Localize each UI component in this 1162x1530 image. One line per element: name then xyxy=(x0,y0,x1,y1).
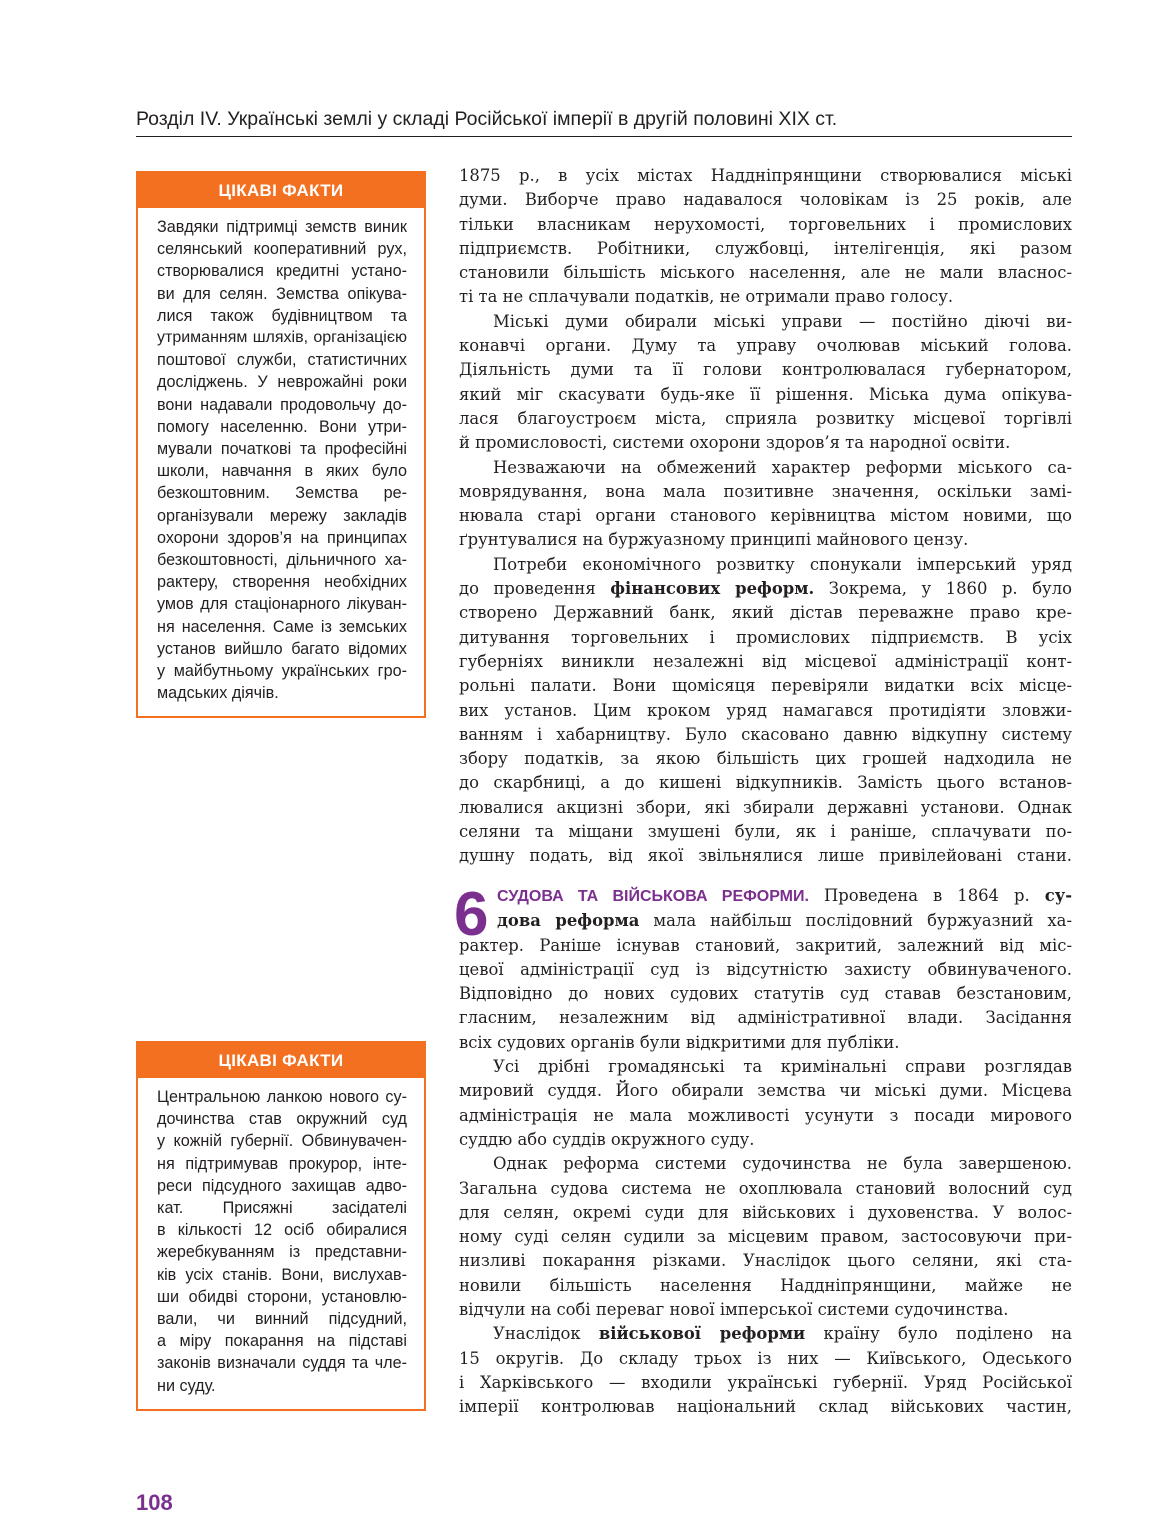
paragraph-line: ному суді селян судили за місцевим правом, застосовуючи при- xyxy=(459,1227,1072,1247)
factbox-line: мадських діячів. xyxy=(157,684,279,703)
paragraph-line: становили більшість міського населення, але не мали власнос- xyxy=(459,263,1072,283)
paragraph-line: Потреби економічного розвитку спонукали імперський уряд xyxy=(493,554,1072,574)
page-number: 108 xyxy=(136,1490,173,1515)
factbox-line: у кожній губернії. Обвинувачен- xyxy=(157,1132,407,1151)
paragraph-line: підприємств. Робітники, службовці, інтелігенція, які разом xyxy=(459,238,1072,258)
paragraph-line: ті та не сплачували податків, не отримали право голосу. xyxy=(459,287,954,307)
paragraph-line: Загальна судова система не охоплювала становий волосний суд xyxy=(459,1178,1072,1198)
paragraph-line: який міг скасувати будь-яке її рішення. Міська дума опікува- xyxy=(459,384,1072,404)
factbox-line: Завдяки підтримці земств виник xyxy=(157,218,407,236)
text-run: Проведена в 1864 р. xyxy=(808,886,1045,905)
factbox-line: ня населення. Саме із земських xyxy=(157,617,407,636)
factbox-line: умов для стаціонарного лікуван- xyxy=(157,595,407,614)
factbox-line: лися також будівництвом та xyxy=(157,306,407,325)
paragraph-line: Усі дрібні громадянські та кримінальні справи розглядав xyxy=(493,1057,1072,1077)
paragraph-line xyxy=(459,909,1072,933)
factbox-line: організували мережу закладів xyxy=(157,506,407,525)
paragraph-line: адміністрація не мала можливості усунути з посади мирового xyxy=(459,1105,1072,1125)
factbox-line: мували початкові та професійні xyxy=(157,440,407,459)
factbox-line: в кількості 12 осіб обиралися xyxy=(157,1221,407,1240)
factbox-line: вони надавали продовольчу до- xyxy=(157,395,407,414)
interesting-facts-box-2 xyxy=(136,1041,426,1411)
factbox-line: створювалися кредитні устано- xyxy=(157,262,407,281)
factbox-line: утриманням шляхів, організацією xyxy=(157,329,407,347)
paragraph-line: для селян, окремі суди для військових і духовенства. У волос- xyxy=(459,1202,1072,1222)
factbox-title: ЦІКАВІ ФАКТИ xyxy=(138,173,424,208)
text-run: Унаслідок xyxy=(493,1324,599,1344)
factbox-line: ня підтримував прокурор, інте- xyxy=(157,1154,407,1173)
paragraph-line: Незважаючи на обмежений характер реформи міського са- xyxy=(493,457,1072,477)
factbox-line: законів визначали суддя та чле- xyxy=(157,1354,407,1373)
factbox-line: селянський кооперативний рух, xyxy=(157,240,407,259)
paragraph-line: думи. Виборче право надавалося чоловікам із 25 років, але xyxy=(459,190,1072,210)
factbox-line: ків усіх станів. Вони, вислухав- xyxy=(157,1265,407,1284)
paragraph-line: новили більшість населення Наддніпрянщини, майже не xyxy=(459,1275,1072,1295)
paragraph-line: губерніях виникли незалежні від місцевої адміністрації конт- xyxy=(459,651,1072,671)
factbox-line: установ вийшло багато відомих xyxy=(157,639,407,658)
paragraph-line: лювалися акцизні збори, які збирали державні установи. Однак xyxy=(459,797,1072,817)
paragraph-line: селяни та міщани змушені були, як і раніше, сплачувати по- xyxy=(459,822,1072,842)
paragraph-line: імперії контролював національний склад військових частин, xyxy=(459,1397,1072,1417)
factbox-line: ви для селян. Земства опікува- xyxy=(157,284,407,303)
section-title: СУДОВА ТА ВІЙСЬКОВА РЕФОРМИ. xyxy=(497,888,809,905)
factbox-line: досліджень. У неврожайні роки xyxy=(157,373,407,392)
paragraph-line xyxy=(459,884,1072,909)
text-run: Зокрема, у 1860 р. було xyxy=(814,579,1072,599)
paragraph-line: Відповідно до нових судових статутів суд ставав безстановим, xyxy=(459,984,1072,1004)
paragraph-line: гласним, незалежним від адміністративної влади. Засідання xyxy=(459,1008,1072,1028)
chapter-header: Розділ IV. Українські землі у складі Російської імперії в другій половині XIX ст. xyxy=(136,108,838,130)
key-term-financial-reforms: фінансових реформ. xyxy=(610,579,815,599)
paragraph-line xyxy=(459,577,1072,601)
paragraph-line: ґрунтувалися на буржуазному принципі майнового цензу. xyxy=(459,530,969,550)
factbox-title: ЦІКАВІ ФАКТИ xyxy=(138,1043,424,1078)
factbox-line: ни суду. xyxy=(157,1376,216,1395)
paragraph-line: і Харківського — входили українські губернії. Уряд Російської xyxy=(459,1372,1072,1392)
paragraph-line: рольні палати. Вони щомісяця перевіряли видатки всіх місце- xyxy=(459,676,1072,696)
factbox-line: помогу населенню. Вони утри- xyxy=(157,417,407,436)
paragraph-line: Міські думи обирали міські управи — постійно діючі ви- xyxy=(493,311,1072,331)
text-run: до проведення xyxy=(459,579,611,599)
factbox-line: рактеру, створення необхідних xyxy=(157,573,407,592)
paragraph-line: збору податків, за якою більшість цих грошей надходила не xyxy=(459,749,1072,769)
paragraph-line: всіх судових органів були відкритими для публіки. xyxy=(459,1032,900,1052)
paragraph-line: 15 округів. До складу трьох із них — Київського, Одеського xyxy=(459,1348,1072,1368)
section-number: 6 xyxy=(454,880,489,949)
paragraph-line: мировий суддя. Його обирали земства чи міські думи. Місцева xyxy=(459,1081,1072,1101)
paragraph-line: низливі покарання різками. Унаслідок цього селяни, які ста- xyxy=(459,1251,1072,1271)
key-term-judicial-reform: дова реформа xyxy=(497,911,640,931)
factbox-body xyxy=(138,208,424,716)
paragraph-line: створено Державний банк, який дістав переважне право кре- xyxy=(459,603,1072,623)
factbox-line: безкоштовності, дільничного ха- xyxy=(157,551,407,570)
paragraph-line: й промисловості, системи охорони здоров’я та народної освіти. xyxy=(459,433,1011,453)
paragraph-line: нювала старі органи станового керівництва містом новими, що xyxy=(459,506,1072,526)
paragraph-line: суддю або суддів окружного суду. xyxy=(459,1129,755,1149)
paragraph-line: душну подать, від якої звільнялися лише привілейовані стани. xyxy=(459,846,1072,866)
factbox-line: охорони здоров’я на принципах xyxy=(157,528,407,547)
paragraph-line: цевої адміністрації суд із відсутністю захисту обвинуваченого. xyxy=(459,959,1072,979)
factbox-body xyxy=(138,1078,424,1409)
paragraph-line: тільки власникам нерухомості, торговельних і промислових xyxy=(459,214,1072,234)
factbox-line: безкоштовним. Земства ре- xyxy=(157,484,407,503)
factbox-line: у майбутньому українських гро- xyxy=(157,662,407,681)
key-term-judicial-reform: су- xyxy=(1044,886,1072,905)
key-term-military-reform: військової реформи xyxy=(598,1324,806,1344)
factbox-line: кат. Присяжні засідателі xyxy=(157,1199,407,1218)
paragraph-line: 1875 р., в усіх містах Наддніпрянщини створювалися міські xyxy=(459,166,1072,185)
factbox-line: а міру покарання на підставі xyxy=(157,1332,407,1351)
paragraph-line: до скарбниці, а до кишені відкупників. Замість цього встанов- xyxy=(459,773,1072,793)
paragraph-line: ванням і хабарництву. Було скасовано давню відкупну систему xyxy=(459,724,1072,744)
factbox-line: реси підсудного захищав адво- xyxy=(157,1176,407,1195)
paragraph-line: конавчі органи. Думу та управу очолював міський голова. xyxy=(459,336,1072,356)
paragraph-line: лася благоустроєм міста, сприяла розвитку місцевої торгівлі xyxy=(459,408,1072,428)
factbox-line: дочинства став окружний суд xyxy=(157,1110,407,1129)
paragraph-line: Діяльність думи та її голови контролювалася губернатором, xyxy=(459,360,1072,380)
main-text-lower xyxy=(459,884,1072,1420)
interesting-facts-box-1 xyxy=(136,171,426,718)
text-run: мала найбільш послідовний буржуазний ха- xyxy=(639,911,1072,931)
factbox-line: Центральною ланкою нового су- xyxy=(157,1088,407,1106)
paragraph-line: дитування торговельних і промислових підприємств. В усіх xyxy=(459,627,1072,647)
header-divider xyxy=(136,136,1072,137)
factbox-line: ши обидві сторони, установлю- xyxy=(157,1287,407,1306)
paragraph-line: Однак реформа системи судочинства не була завершеною. xyxy=(493,1154,1072,1174)
factbox-line: жеребкуванням із представни- xyxy=(157,1243,407,1262)
paragraph-line: рактер. Раніше існував становий, закритий, залежний від міс- xyxy=(459,935,1072,955)
paragraph-line: моврядування, вона мала позитивне значення, оскільки замі- xyxy=(459,481,1072,501)
text-run: країну було поділено на xyxy=(805,1324,1073,1344)
factbox-line: поштової служби, статистичних xyxy=(157,351,407,370)
paragraph-line: відчули на собі переваг нової імперської системи судочинства. xyxy=(459,1300,1009,1320)
paragraph-line: вих установ. Цим кроком уряд намагався протидіяти зловжи- xyxy=(459,700,1072,720)
factbox-line: школи, навчання в яких було xyxy=(157,462,407,481)
main-text-upper xyxy=(459,164,1072,869)
paragraph-line xyxy=(459,1322,1072,1346)
factbox-line: вали, чи винний підсудний, xyxy=(157,1310,407,1329)
